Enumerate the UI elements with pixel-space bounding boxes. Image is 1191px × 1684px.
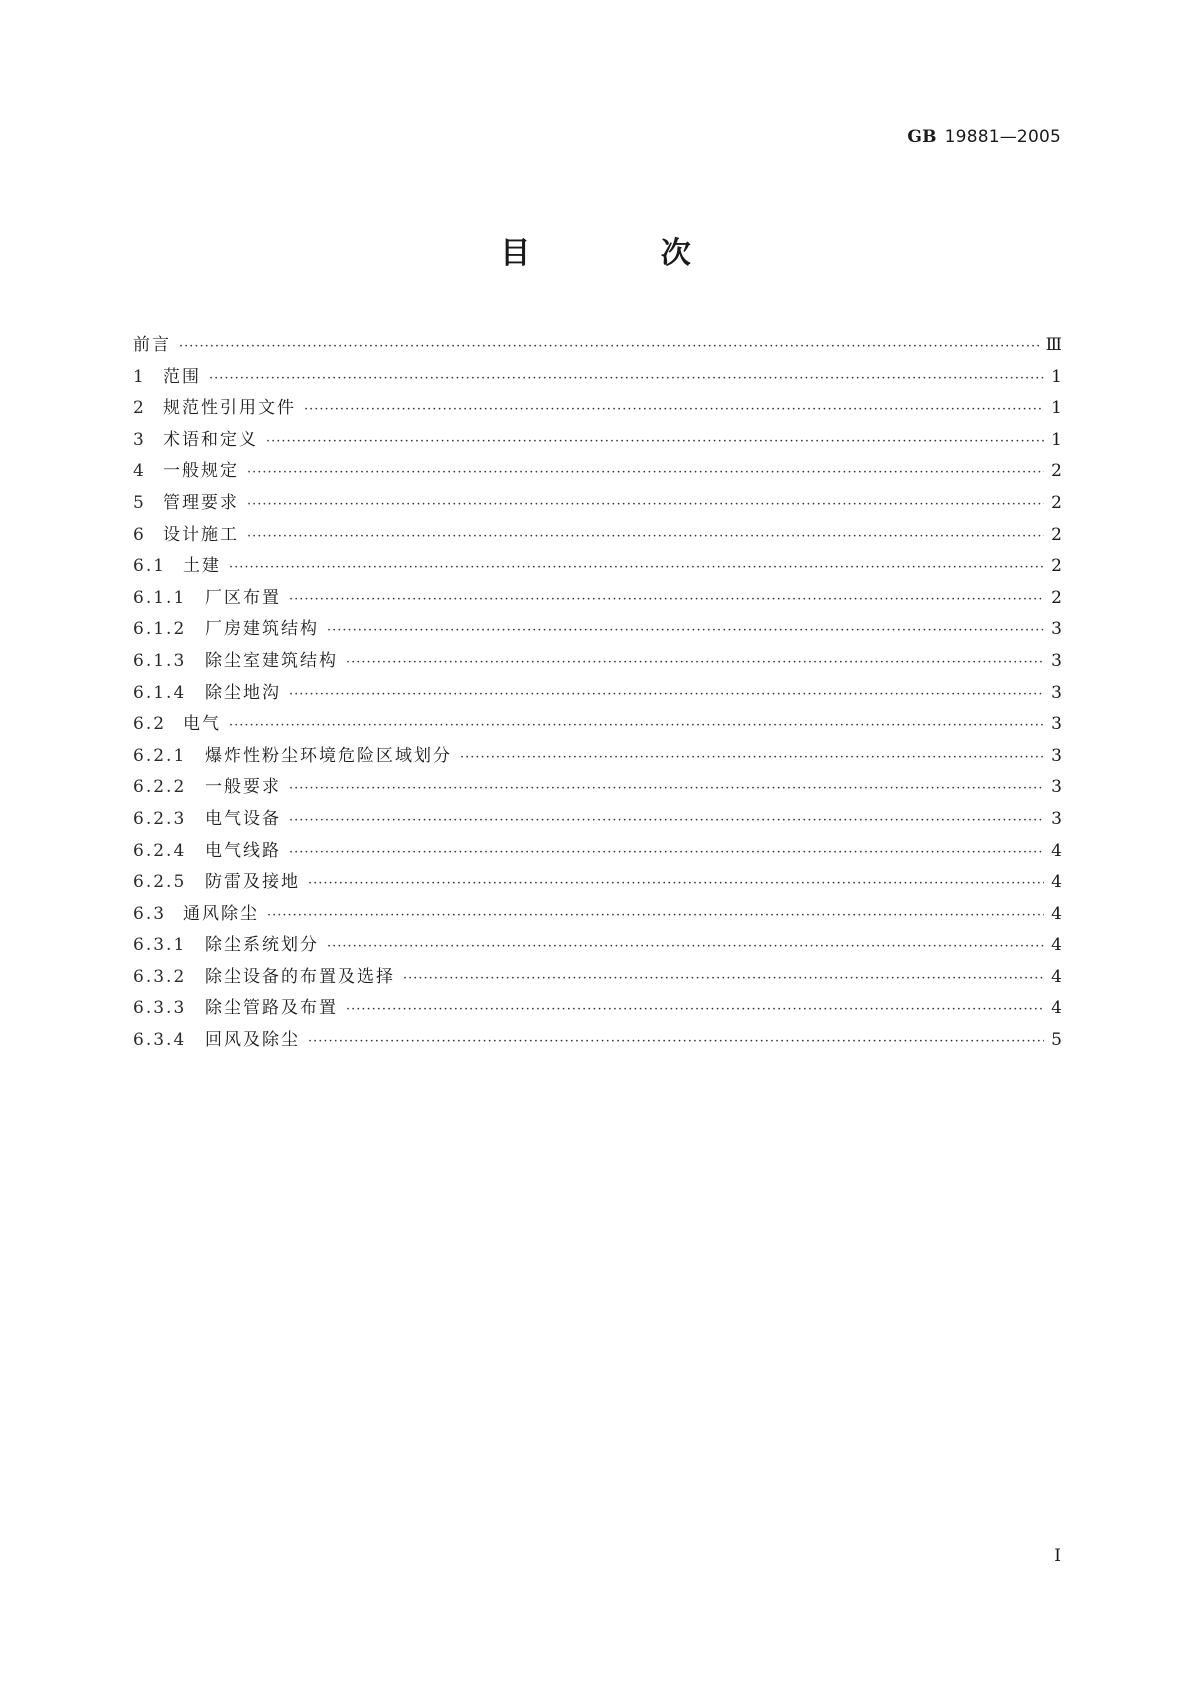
toc-entry-title: 设计施工 [163,524,239,545]
toc-entry-page: 3 [1051,714,1062,735]
toc-dot-leader [266,426,1044,458]
toc-entry[interactable] [133,867,1062,899]
toc-entry-title: 除尘系统划分 [205,935,319,956]
standard-code [907,127,1061,147]
toc-title: 目 次 [500,236,751,271]
toc-entry[interactable] [133,425,1062,457]
toc-entry[interactable] [133,741,1062,773]
toc-entry-page: 2 [1051,492,1062,513]
toc-entry[interactable] [133,804,1062,836]
toc-entry-title: 土建 [183,556,221,577]
toc-entry-title: 电气线路 [205,840,281,861]
toc-entry-page: 5 [1051,1030,1062,1051]
toc-entry-number: 6 [133,524,146,545]
toc-entry[interactable] [133,488,1062,520]
toc-dot-leader [209,363,1044,395]
toc-dot-leader [179,331,1040,363]
toc-entry-title: 除尘室建筑结构 [205,650,338,671]
toc-entry-page: 4 [1051,872,1062,893]
toc-dot-leader [267,900,1044,932]
standard-number: 19881—2005 [944,127,1061,147]
toc-entry-page: 1 [1051,429,1062,450]
toc-entry-number: 6.1.1 [133,587,187,608]
toc-entry-page: 3 [1051,619,1062,640]
toc-dot-leader [289,679,1044,711]
toc-entry[interactable] [133,330,1062,362]
toc-entry[interactable] [133,583,1062,615]
toc-entry-number: 6.3.1 [133,935,187,956]
toc-entry-title: 防雷及接地 [205,872,300,893]
toc-entry-title: 规范性引用文件 [163,398,296,419]
toc-dot-leader [460,742,1044,774]
toc-entry-number: 6.1.4 [133,682,187,703]
toc-entry-page: 1 [1051,366,1062,387]
toc-entry-number: 6.3 [133,903,167,924]
toc-entry-page: 3 [1051,650,1062,671]
toc-dot-leader [229,710,1044,742]
toc-entry[interactable] [133,772,1062,804]
toc-entry[interactable] [133,1025,1062,1057]
table-of-contents [133,330,1062,1057]
toc-entry-page: 2 [1051,524,1062,545]
toc-entry-number: 6.2.1 [133,745,187,766]
toc-dot-leader [289,773,1044,805]
toc-dot-leader [346,994,1044,1026]
toc-entry[interactable] [133,899,1062,931]
toc-entry-page: 4 [1051,935,1062,956]
page-number: I [1054,1546,1061,1566]
toc-entry[interactable] [133,709,1062,741]
toc-entry-title: 电气 [183,714,221,735]
toc-entry-title: 一般规定 [163,461,239,482]
toc-entry-page: 4 [1051,840,1062,861]
toc-entry-number: 6.3.3 [133,998,187,1019]
toc-entry[interactable] [133,551,1062,583]
toc-dot-leader [289,805,1044,837]
toc-dot-leader [346,647,1044,679]
toc-dot-leader [308,868,1044,900]
toc-entry-number: 6.2 [133,714,167,735]
toc-entry-number: 6.2.4 [133,840,187,861]
toc-entry[interactable] [133,930,1062,962]
toc-entry-page: 3 [1051,808,1062,829]
toc-entry-number: 6.1 [133,556,167,577]
toc-dot-leader [289,837,1044,869]
toc-entry-page: 2 [1051,461,1062,482]
toc-entry-title: 通风除尘 [183,903,259,924]
toc-entry[interactable] [133,678,1062,710]
toc-entry-number: 6.1.2 [133,619,187,640]
toc-entry-title: 一般要求 [205,777,281,798]
toc-entry-number: 6.2.3 [133,808,187,829]
toc-entry[interactable] [133,614,1062,646]
toc-entry-title: 管理要求 [163,492,239,513]
toc-entry-title: 厂区布置 [205,587,281,608]
toc-entry[interactable] [133,393,1062,425]
toc-dot-leader [229,552,1044,584]
toc-entry[interactable] [133,962,1062,994]
toc-dot-leader [308,1026,1044,1058]
toc-entry-page: 4 [1051,998,1062,1019]
toc-dot-leader [289,584,1044,616]
toc-entry-number: 6.1.3 [133,650,187,671]
toc-dot-leader [327,931,1044,963]
toc-dot-leader [247,521,1044,553]
toc-dot-leader [247,489,1044,521]
toc-entry[interactable] [133,520,1062,552]
toc-entry[interactable] [133,993,1062,1025]
toc-dot-leader [247,457,1044,489]
toc-entry-page: 2 [1051,556,1062,577]
toc-entry-number: 3 [133,429,146,450]
toc-entry-page: Ⅲ [1045,335,1062,355]
toc-entry-page: 3 [1051,682,1062,703]
toc-entry-number: 6.3.2 [133,966,187,987]
toc-entry-title: 回风及除尘 [205,1030,300,1051]
toc-entry-title: 除尘地沟 [205,682,281,703]
toc-entry-page: 4 [1051,903,1062,924]
toc-entry-title: 前言 [133,335,171,355]
toc-dot-leader [403,963,1044,995]
toc-entry[interactable] [133,836,1062,868]
toc-entry-title: 除尘管路及布置 [205,998,338,1019]
toc-entry-title: 厂房建筑结构 [205,619,319,640]
toc-entry-page: 4 [1051,966,1062,987]
toc-entry-number: 6.2.2 [133,777,187,798]
toc-entry-number: 1 [133,366,146,387]
standard-prefix: GB [907,127,937,147]
toc-entry-page: 3 [1051,777,1062,798]
toc-entry-title: 电气设备 [205,808,281,829]
toc-entry-number: 5 [133,492,146,513]
toc-entry-number: 6.2.5 [133,872,187,893]
toc-dot-leader [327,615,1044,647]
toc-dot-leader [304,394,1044,426]
toc-entry-page: 3 [1051,745,1062,766]
toc-entry-title: 除尘设备的布置及选择 [205,966,395,987]
toc-entry[interactable] [133,646,1062,678]
toc-entry-title: 术语和定义 [163,429,258,450]
toc-entry[interactable] [133,362,1062,394]
toc-entry-page: 1 [1051,398,1062,419]
toc-entry-number: 2 [133,398,146,419]
toc-entry-number: 4 [133,461,146,482]
toc-entry-number: 6.3.4 [133,1030,187,1051]
toc-entry-title: 爆炸性粉尘环境危险区域划分 [205,745,452,766]
toc-entry-page: 2 [1051,587,1062,608]
toc-entry-title: 范围 [163,366,201,387]
toc-entry[interactable] [133,456,1062,488]
